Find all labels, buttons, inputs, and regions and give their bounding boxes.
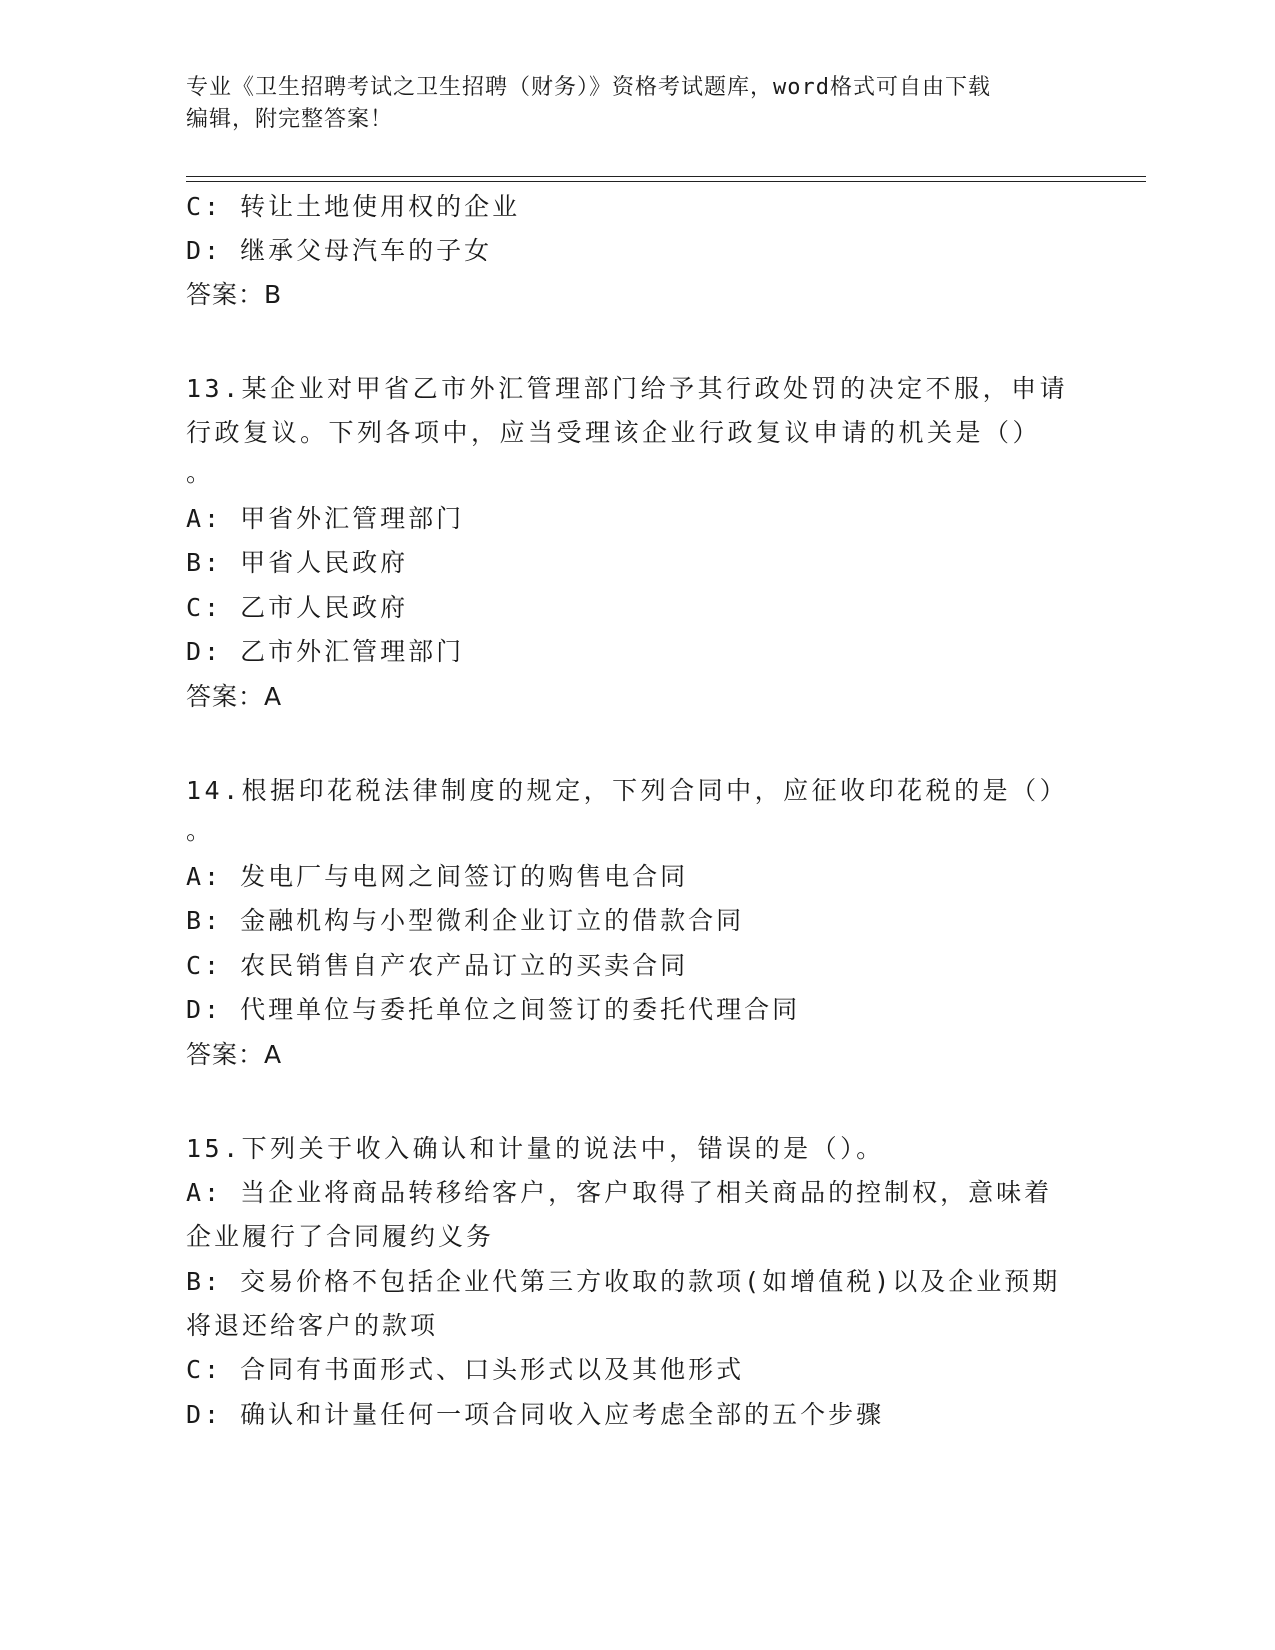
q12-answer: 答案：B	[186, 280, 283, 309]
q14-option-b: B: 金融机构与小型微利企业订立的借款合同	[186, 906, 745, 935]
q15-stem-line-1: 15.下列关于收入确认和计量的说法中，错误的是（）。	[186, 1134, 885, 1163]
q15-option-d: D: 确认和计量任何一项合同收入应考虑全部的五个步骤	[186, 1400, 885, 1429]
q12-option-d: D: 继承父母汽车的子女	[186, 236, 493, 265]
q12-option-c: C: 转让土地使用权的企业	[186, 192, 521, 221]
q14-option-a: A: 发电厂与电网之间签订的购售电合同	[186, 862, 689, 891]
page-header	[186, 72, 1086, 136]
q13-option-d: D: 乙市外汇管理部门	[186, 637, 465, 666]
q14-option-c: C: 农民销售自产农产品订立的买卖合同	[186, 951, 689, 980]
q15-option-a-line-1: A: 当企业将商品转移给客户，客户取得了相关商品的控制权，意味着	[186, 1178, 1053, 1207]
header-line-2: 编辑，附完整答案！	[186, 107, 394, 132]
header-line-1: 专业《卫生招聘考试之卫生招聘（财务）》资格考试题库，word格式可自由下载	[186, 75, 991, 100]
q15-option-c: C: 合同有书面形式、口头形式以及其他形式	[186, 1355, 745, 1384]
q14-stem-line-1: 14.根据印花税法律制度的规定，下列合同中，应征收印花税的是（）	[186, 776, 1069, 805]
q13-stem-line-1: 13.某企业对甲省乙市外汇管理部门给予其行政处罚的决定不服，申请	[186, 374, 1069, 403]
q15-option-a-line-2: 企业履行了合同履约义务	[186, 1222, 495, 1251]
q13-option-c: C: 乙市人民政府	[186, 593, 409, 622]
q15-option-b-line-2: 将退还给客户的款项	[186, 1311, 439, 1340]
q14-option-d: D: 代理单位与委托单位之间签订的委托代理合同	[186, 995, 801, 1024]
q13-stem-line-2: 行政复议。下列各项中，应当受理该企业行政复议申请的机关是（）	[186, 418, 1042, 447]
q15-option-b-line-1: B: 交易价格不包括企业代第三方收取的款项(如增值税)以及企业预期	[186, 1267, 1061, 1296]
q13-option-b: B: 甲省人民政府	[186, 548, 409, 577]
header-rule-bottom	[186, 181, 1146, 182]
q13-stem-line-3: 。	[186, 458, 215, 487]
q14-stem-line-2: 。	[186, 816, 215, 845]
q13-answer: 答案：A	[186, 682, 283, 711]
header-rule-top	[186, 176, 1146, 177]
q14-answer: 答案：A	[186, 1040, 283, 1069]
q13-option-a: A: 甲省外汇管理部门	[186, 504, 465, 533]
